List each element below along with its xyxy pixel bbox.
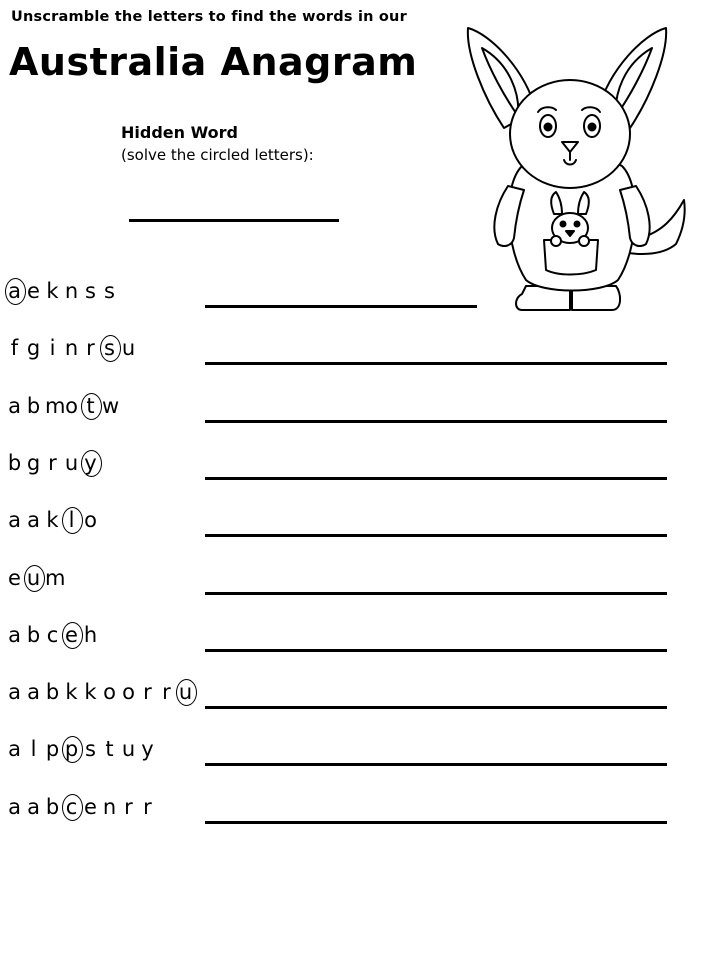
answer-line[interactable] (205, 534, 667, 537)
scrambled-letters (7, 279, 117, 303)
letter: e (84, 795, 97, 819)
letter: b (26, 394, 41, 418)
answer-line[interactable] (205, 592, 667, 595)
letter: o (122, 680, 135, 704)
letter: o (65, 394, 78, 418)
scrambled-letters (7, 451, 98, 475)
letter: o (84, 508, 97, 532)
letter: f (10, 336, 19, 360)
puzzle-row (0, 336, 718, 376)
letter: o (103, 680, 116, 704)
answer-line[interactable] (205, 706, 667, 709)
hidden-word-answer-line (129, 219, 339, 222)
letter: a (27, 508, 40, 532)
letter: p (45, 737, 60, 761)
letter: b (26, 623, 41, 647)
scrambled-letters (7, 680, 193, 704)
letter: l (30, 737, 37, 761)
letter: s (85, 737, 96, 761)
hidden-word-title: Hidden Word (121, 123, 239, 142)
letter: a (8, 623, 21, 647)
circled-letter: a (8, 279, 21, 303)
letter: n (64, 336, 79, 360)
puzzle-row (0, 451, 718, 491)
letter: n (64, 279, 79, 303)
letter: k (46, 508, 59, 532)
letter: g (26, 451, 41, 475)
letter: a (8, 680, 21, 704)
circled-letter: l (64, 508, 79, 532)
puzzle-row (0, 623, 718, 663)
letter: b (45, 795, 60, 819)
answer-line[interactable] (205, 763, 667, 766)
letter: a (8, 795, 21, 819)
page-title: Australia Anagram (9, 40, 418, 84)
letter: u (121, 737, 136, 761)
letter: c (46, 623, 59, 647)
intro-text: Unscramble the letters to find the words in our (11, 9, 407, 25)
scrambled-letters (7, 566, 66, 590)
answer-line[interactable] (205, 362, 667, 365)
letter: k (84, 680, 97, 704)
letter: b (45, 680, 60, 704)
letter: m (45, 566, 66, 590)
puzzle-row (0, 566, 718, 606)
letter: e (8, 566, 21, 590)
letter: u (64, 451, 79, 475)
answer-line[interactable] (205, 649, 667, 652)
letter: a (8, 508, 21, 532)
puzzle-row (0, 680, 718, 720)
scrambled-letters (7, 795, 155, 819)
letter: e (27, 279, 40, 303)
letter: a (27, 680, 40, 704)
scrambled-letters (7, 508, 98, 532)
scrambled-letters (7, 623, 98, 647)
letter: u (121, 336, 136, 360)
circled-letter: u (26, 566, 41, 590)
letter: r (86, 336, 95, 360)
letter: n (102, 795, 117, 819)
scrambled-letters (7, 336, 136, 360)
scrambled-letters (7, 737, 155, 761)
scrambled-letters (7, 394, 120, 418)
circled-letter: t (83, 394, 98, 418)
puzzle-row (0, 795, 718, 835)
letter: s (85, 279, 96, 303)
answer-line[interactable] (205, 420, 667, 423)
circled-letter: y (84, 451, 97, 475)
letter: r (124, 795, 133, 819)
letter: m (45, 394, 66, 418)
circled-letter: p (64, 737, 79, 761)
letter: y (141, 737, 154, 761)
letter: a (8, 737, 21, 761)
circled-letter: e (65, 623, 78, 647)
puzzle-row (0, 737, 718, 777)
kangaroo-icon (462, 18, 692, 318)
letter: r (143, 680, 152, 704)
letter: t (105, 737, 114, 761)
letter: h (83, 623, 98, 647)
circled-letter: s (102, 336, 117, 360)
letter: r (162, 680, 171, 704)
letter: a (8, 394, 21, 418)
circled-letter: c (65, 795, 78, 819)
puzzle-row (0, 394, 718, 434)
letter: r (143, 795, 152, 819)
letter: i (49, 336, 56, 360)
letter: r (48, 451, 57, 475)
answer-line[interactable] (205, 305, 477, 308)
letter: s (104, 279, 115, 303)
letter: k (46, 279, 59, 303)
letter: b (7, 451, 22, 475)
answer-line[interactable] (205, 821, 667, 824)
circled-letter: u (178, 680, 193, 704)
letter: w (102, 394, 120, 418)
letter: g (26, 336, 41, 360)
letter: k (65, 680, 78, 704)
hidden-word-instructions: (solve the circled letters): (121, 146, 314, 164)
puzzle-row (0, 508, 718, 548)
answer-line[interactable] (205, 477, 667, 480)
letter: a (27, 795, 40, 819)
